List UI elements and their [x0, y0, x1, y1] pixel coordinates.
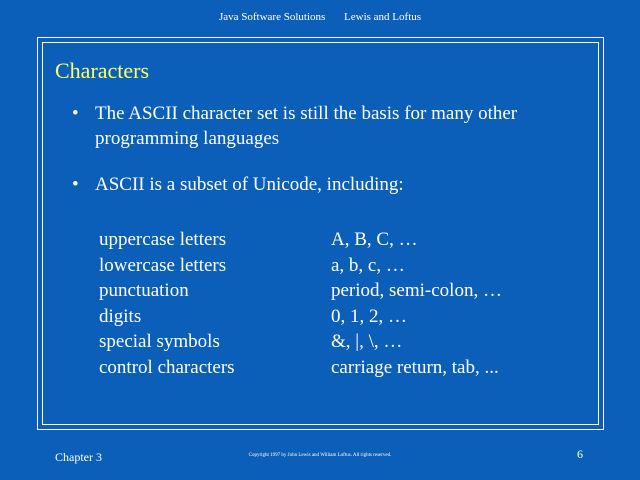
category-examples: A, B, C, …	[331, 229, 418, 250]
category-name: punctuation	[99, 280, 189, 301]
slide-title: Characters	[55, 58, 150, 83]
header-authors: Lewis and Loftus	[344, 11, 422, 23]
category-examples: &, |, \, …	[331, 331, 403, 352]
bullet-text: ASCII is a subset of Unicode, including:	[95, 174, 404, 195]
bullet-text: The ASCII character set is still the basis for many other programming languages	[95, 103, 518, 149]
category-name: digits	[99, 305, 142, 327]
footer-copyright: Copyright 1997 by John Lewis and William Loftus. All rights reserved.	[248, 453, 392, 458]
footer-chapter: Chapter 3	[55, 450, 102, 464]
page-number: 6	[577, 447, 583, 461]
category-examples: period, semi-colon, …	[331, 280, 502, 301]
category-examples: 0, 1, 2, …	[331, 305, 407, 327]
slide-header	[0, 11, 640, 23]
category-name: lowercase letters	[99, 254, 227, 276]
bullet-item	[72, 172, 582, 197]
category-name: special symbols	[99, 331, 220, 352]
category-examples: carriage return, tab, ...	[331, 356, 499, 378]
header-book-title: Java Software Solutions	[218, 11, 326, 23]
bullet-item	[72, 101, 582, 151]
category-name: control characters	[99, 356, 235, 378]
example-list	[331, 227, 502, 380]
category-name: uppercase letters	[99, 229, 227, 250]
category-examples: a, b, c, …	[331, 254, 405, 276]
bullet-dot-icon: •	[72, 174, 79, 195]
category-list	[99, 227, 235, 380]
bullet-dot-icon: •	[72, 103, 79, 124]
